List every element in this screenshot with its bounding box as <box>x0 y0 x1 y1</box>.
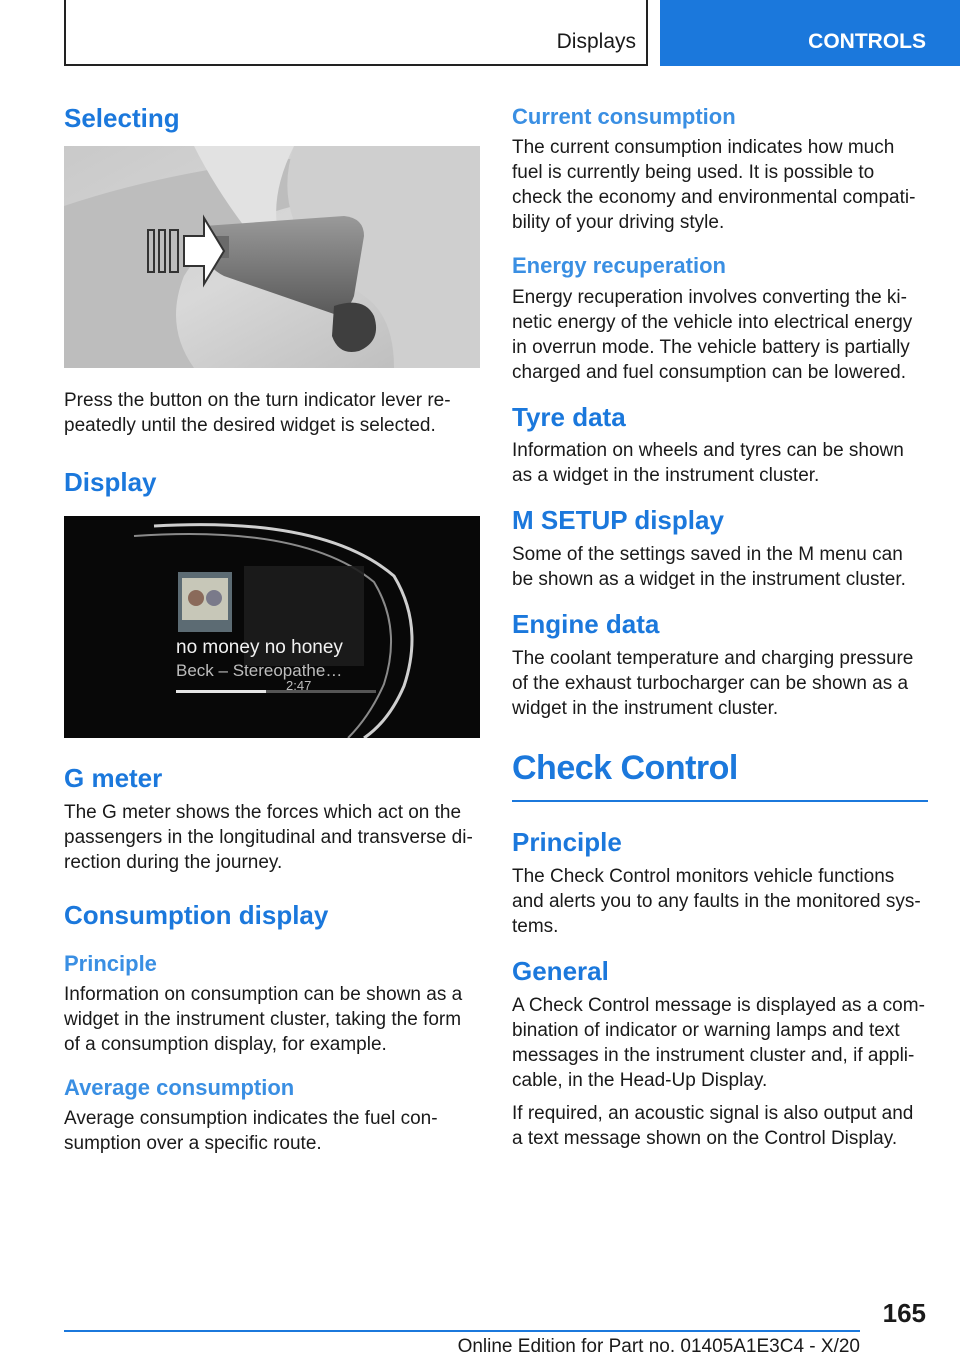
gmeter-text: The G meter shows the forces which act on the passengers in the longitudinal and transverse direction during the journey. <box>64 801 473 873</box>
current-consumption-text: The current consumption indicates how much fuel is currently being used. It is possible to check the economy and environmental compatibility of your driving style. <box>512 137 916 234</box>
current-consumption-heading: Current consumption <box>512 104 736 129</box>
principle-heading: Principle <box>64 950 157 976</box>
energy-recuperation-heading: Energy recuperation <box>512 253 726 279</box>
header-chapter-tab <box>660 0 960 66</box>
instrument-cluster-display-image <box>64 516 480 738</box>
header-section-title: Displays <box>556 30 636 53</box>
cc-principle-text: The Check Control monitors vehicle functions and alerts you to any faults in the monitored systems. <box>512 866 921 938</box>
display-progress-fill <box>176 690 266 693</box>
selecting-heading: Selecting <box>64 103 180 133</box>
tyre-data-heading: Tyre data <box>512 401 626 432</box>
turn-indicator-lever-illustration <box>64 146 480 368</box>
check-control-heading: Check Control <box>512 749 738 788</box>
m-setup-heading: M SETUP display <box>512 505 724 536</box>
selecting-text: Press the button on the turn indicator lever repeatedly until the desired widget is selected. <box>64 389 451 436</box>
general-heading: General <box>512 956 609 987</box>
average-consumption-text: Average consumption indicates the fuel consumption over a specific route. <box>64 1108 438 1155</box>
display-time: 2:47 <box>286 677 312 693</box>
average-consumption-heading: Average consumption <box>64 1074 295 1100</box>
display-heading: Display <box>64 466 157 497</box>
general-text-1: A Check Control message is displayed as a combination of indicator or warning lamps and text messages in the instrument cluster and, if applicable, in the Head-Up Display. <box>512 995 925 1092</box>
header-chapter-label: CONTROLS <box>808 30 926 53</box>
right-column <box>512 98 928 1169</box>
header-rule <box>64 64 648 66</box>
gmeter-heading: G meter <box>64 762 163 793</box>
m-setup-text: Some of the settings saved in the M menu can be shown as a widget in the instrument cluster. <box>512 544 906 591</box>
page-number: 165 <box>882 1298 926 1328</box>
header-left-rule <box>64 0 66 66</box>
tyre-data-text: Information on wheels and tyres can be shown as a widget in the instrument cluster. <box>512 440 904 487</box>
general-text-2: If required, an acoustic signal is also output and a text message shown on the Control Display. <box>512 1103 914 1150</box>
engine-data-text: The coolant temperature and charging pressure of the exhaust turbocharger can be shown as a widget in the instrument cluster. <box>512 648 914 720</box>
footer-edition: Online Edition for Part no. 01405A1E3C4 - X/20 <box>457 1336 860 1357</box>
footer-rule <box>64 1330 860 1332</box>
display-artist: Beck – Stereopathe… <box>176 660 343 680</box>
principle-text: Information on consumption can be shown as a widget in the instrument cluster, taking the form of a consumption display, for example. <box>64 983 463 1055</box>
energy-recuperation-text: Energy recuperation involves converting the kinetic energy of the vehicle into electrical energy in overrun mode. The vehicle battery is partially charged and fuel consumption can be lowered. <box>512 286 913 383</box>
header-right-rule <box>646 0 648 66</box>
engine-data-heading: Engine data <box>512 609 660 640</box>
check-control-rule <box>512 800 928 802</box>
cc-principle-heading: Principle <box>512 827 622 858</box>
display-song-title: no money no honey <box>176 636 343 658</box>
consumption-heading: Consumption display <box>64 899 329 930</box>
left-column <box>64 98 480 1174</box>
